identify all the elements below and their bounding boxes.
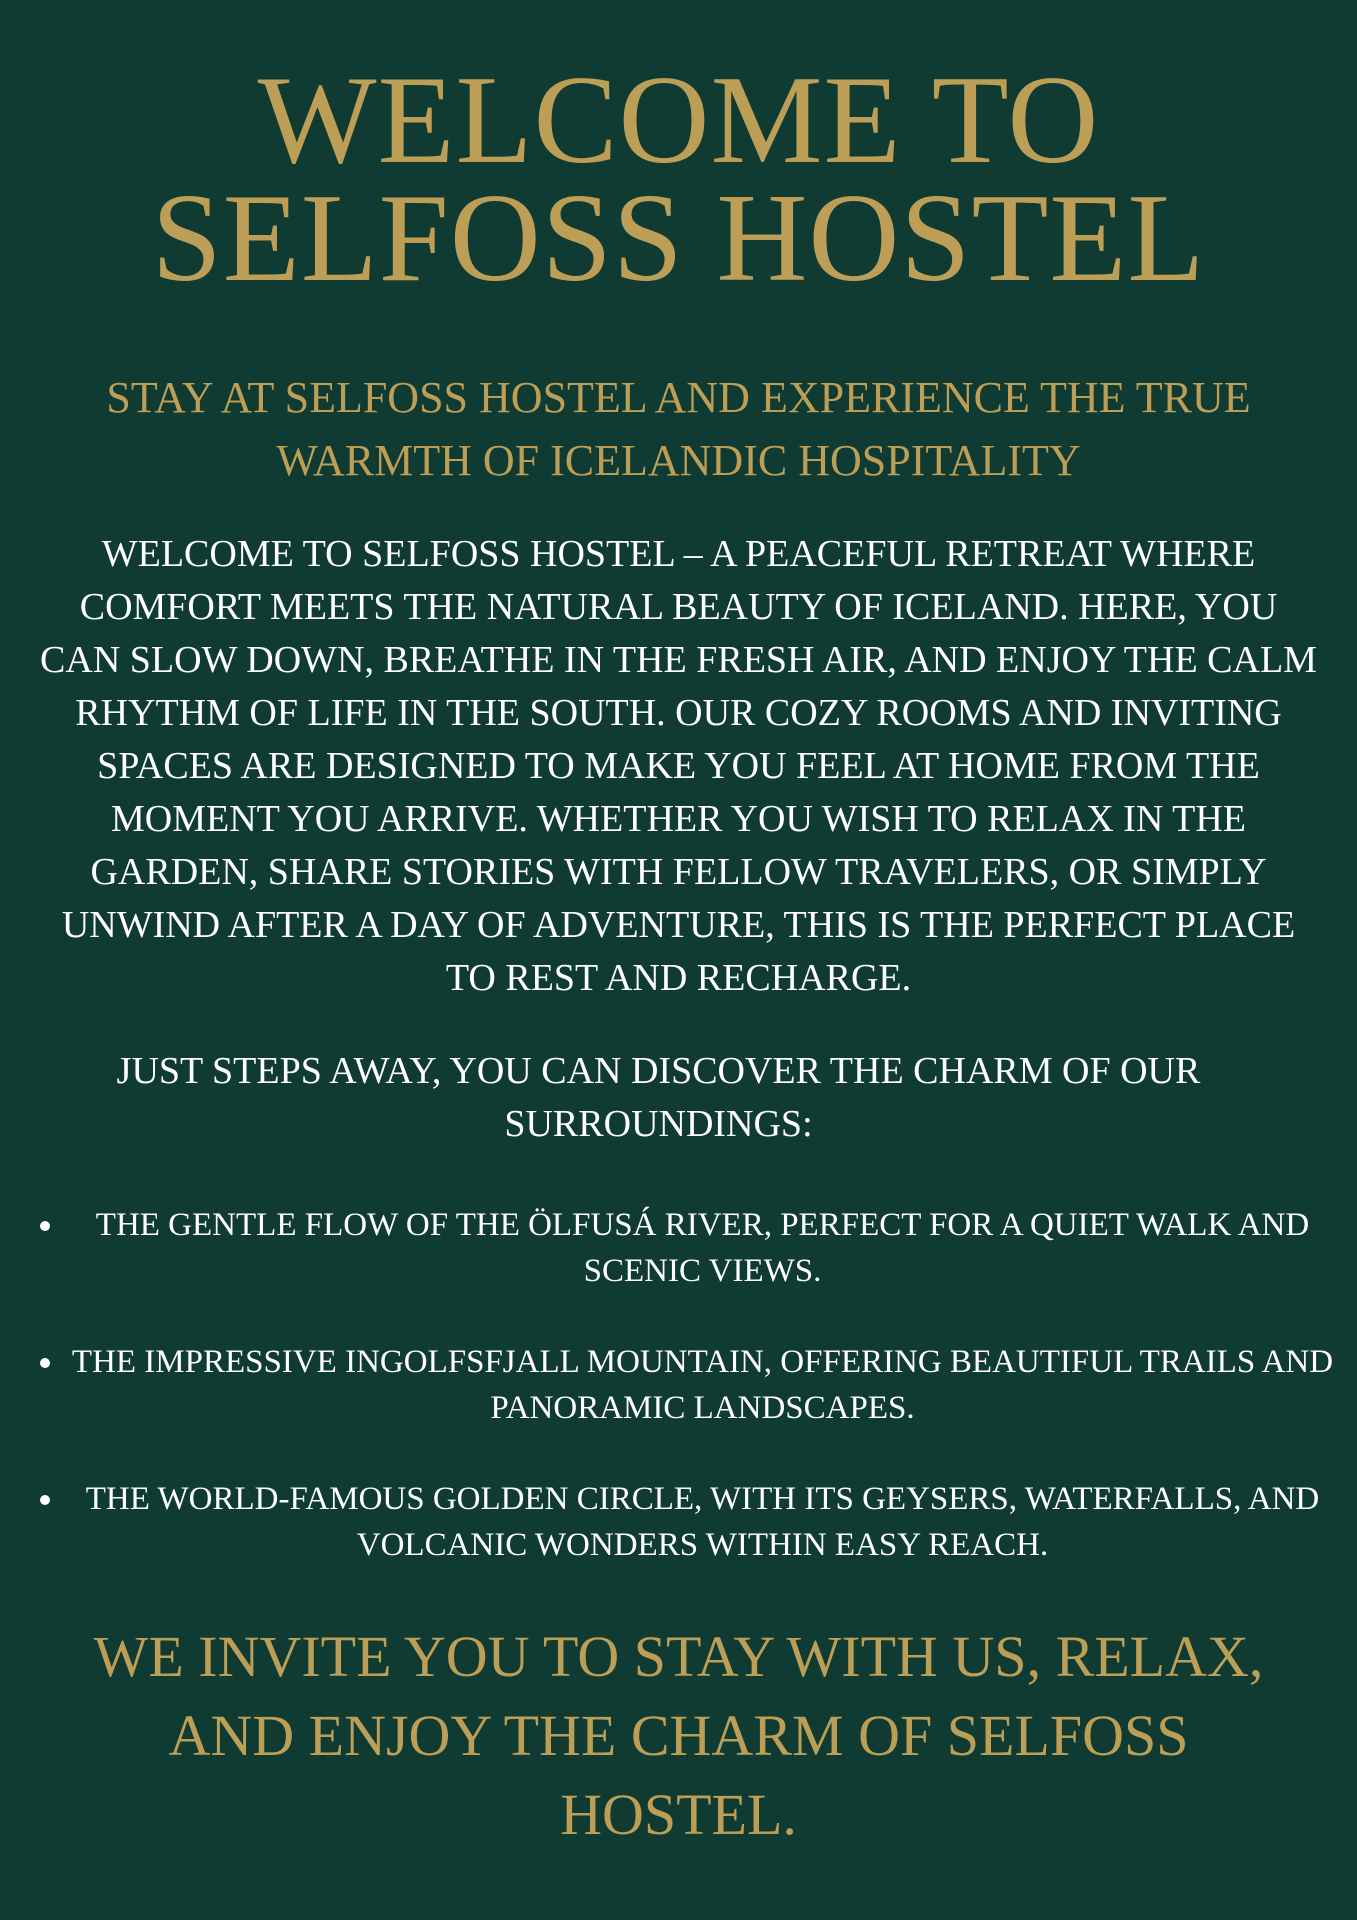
bullet-icon — [40, 1358, 50, 1368]
list-item-text: THE WORLD-FAMOUS GOLDEN CIRCLE, WITH ITS GEYSERS, WATERFALLS, AND VOLCANIC WONDERS WITHIN EASY REACH. — [85, 1481, 1320, 1563]
list-item-text: THE IMPRESSIVE INGOLFSFJALL MOUNTAIN, OFFERING BEAUTIFUL TRAILS AND PANORAMIC LANDSCAPES. — [71, 1344, 1334, 1426]
attractions-list — [30, 1202, 1335, 1613]
intro-paragraph: WELCOME TO SELFOSS HOSTEL – A PEACEFUL RETREAT WHERE COMFORT MEETS THE NATURAL BEAUTY OF ICELAND. HERE, YOU CAN SLOW DOWN, BREATHE IN THE FRESH AIR, AND ENJOY THE CALM RHYTHM OF LIFE IN THE SOUTH. OUR COZY ROOMS AND INVITING SPACES ARE DESIGNED TO MAKE YOU FEEL AT HOME FROM THE MOMENT YOU ARRIVE. WHETHER YOU WISH TO RELAX IN THE GARDEN, SHARE STORIES WITH FELLOW TRAVELERS, OR SIMPLY UNWIND AFTER A DAY OF ADVENTURE, THIS IS THE PERFECT PLACE TO REST AND RECHARGE. — [40, 533, 1317, 999]
subtitle: STAY AT SELFOSS HOSTEL AND EXPERIENCE THE TRUE WARMTH OF ICELANDIC HOSPITALITY — [106, 373, 1251, 485]
bullet-icon — [40, 1221, 50, 1231]
bullet-icon — [40, 1495, 50, 1505]
list-item — [30, 1339, 1335, 1431]
list-item-text: THE GENTLE FLOW OF THE ÖLFUSÁ RIVER, PERFECT FOR A QUIET WALK AND SCENIC VIEWS. — [95, 1207, 1310, 1289]
page-title — [0, 51, 1357, 308]
title-line-2: SELFOSS HOSTEL — [151, 169, 1206, 308]
closing-invitation: WE INVITE YOU TO STAY WITH US, RELAX, AND ENJOY THE CHARM OF SELFOSS HOSTEL. — [93, 1624, 1264, 1847]
surroundings-intro: JUST STEPS AWAY, YOU CAN DISCOVER THE CHARM OF OUR SURROUNDINGS: — [116, 1050, 1201, 1145]
title-line-1: WELCOME TO — [257, 51, 1100, 190]
list-item — [30, 1202, 1335, 1294]
list-item — [30, 1476, 1335, 1568]
